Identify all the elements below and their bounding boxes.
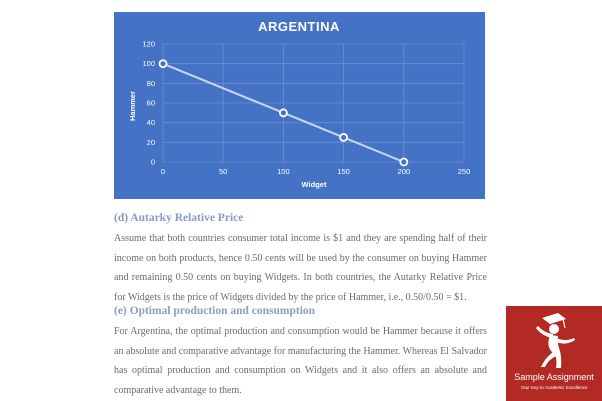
data-point <box>400 159 407 166</box>
chart-svg <box>114 12 485 199</box>
graduate-figure-icon <box>528 312 580 370</box>
y-tick-label: 0 <box>150 157 155 167</box>
y-tick-label: 40 <box>146 118 155 128</box>
logo-name: Sample Assignment <box>514 372 594 382</box>
x-tick-label: 0 <box>160 167 166 176</box>
section-e-paragraph: For Argentina, the optimal production and consumption would be Hammer because it offers an absolute and comparative advantage for manufacturing the Hammer. Whereas El Salvador has optimal production and consumption on Widgets and it also offers an absolute and comparative advantage to them. <box>114 326 488 396</box>
sample-assignment-logo <box>506 306 602 401</box>
y-axis-title: Hammer <box>128 90 137 122</box>
logo-tagline: Your Key to Academic Excellence <box>520 385 588 390</box>
y-tick-label: 20 <box>146 137 155 147</box>
y-tick-label: 120 <box>142 39 155 49</box>
data-point <box>280 109 287 116</box>
x-tick-label: 200 <box>397 167 411 176</box>
data-point <box>160 60 167 67</box>
argentina-chart <box>114 12 485 199</box>
y-tick-label: 100 <box>142 59 155 69</box>
y-tick-label: 60 <box>146 98 155 108</box>
chart-title: ARGENTINA <box>258 19 340 34</box>
data-point <box>340 134 347 141</box>
section-d-heading: (d) Autarky Relative Price <box>114 212 244 224</box>
y-tick-label: 80 <box>146 78 155 88</box>
section-d-paragraph: Assume that both countries consumer total income is $1 and they are spending half of their income on both products, hence 0.50 cents will be used by the consumer on buying Hammer and remaining 0.50 cents on buying Widgets. In both countries, the Autarky Relative Price for Widgets is the price of Widgets divided by the price of Hammer, i.e., 0.50/0.50 = $1. <box>114 233 487 303</box>
x-tick-label: 150 <box>337 167 350 176</box>
x-tick-label: 250 <box>457 167 471 176</box>
x-tick-label: 100 <box>277 167 290 176</box>
section-e-heading: (e) Optimal production and consumption <box>114 305 316 317</box>
x-axis-title: Widget <box>301 180 327 189</box>
x-tick-label: 50 <box>219 167 228 176</box>
